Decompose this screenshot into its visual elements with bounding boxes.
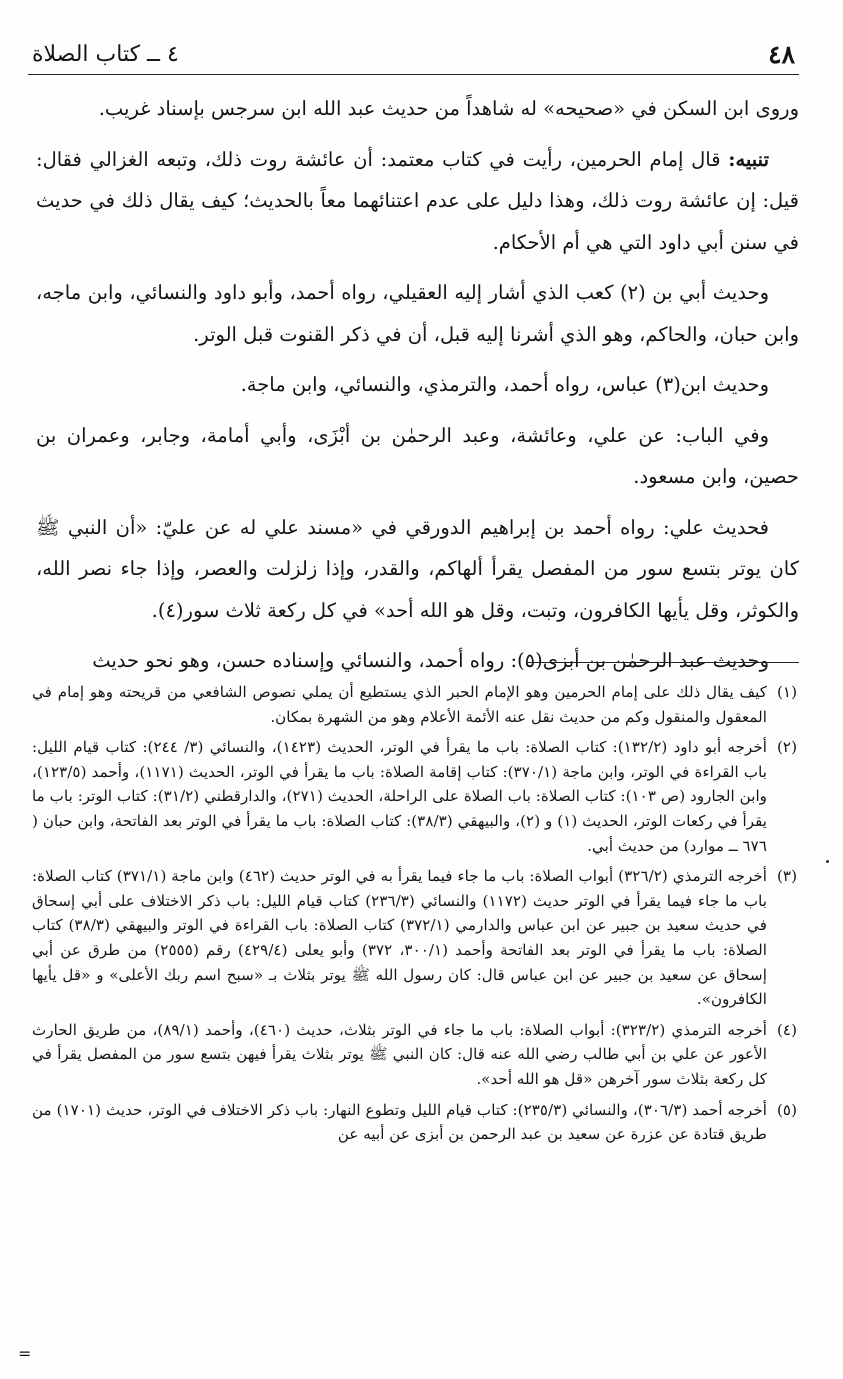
paragraph: فحديث علي: رواه أحمد بن إبراهيم الدورقي في «مسند علي له عن عليّ: «أن النبي ﷺ كان يوتر بتسع سور من المفصل يقرأ ألهاكم، والقدر، وإذا زلزلت والعصر، وإذا جاء نصر الله، والكوثر، وقل يأيها الكافرون، وتبت، وقل هو الله أحد» في كل ركعة ثلاث سور(٤). [36, 515, 799, 622]
footnote-text: أخرجه الترمذي (٣٢٦/٢) أبواب الصلاة: باب ما جاء فيما يقرأ به في الوتر حديث (٤٦٢) وابن ماجة (٣٧١/١) كتاب الصلاة: باب ما جاء فيما يقرأ في الوتر حديث (١١٧٢) والنسائي (٢٣٦/٣) كتاب قيام الليل: باب ذكر الاختلاف على أبي إسحاق في حديث سعيد بن جبير عن ابن عباس والدارمي (٣٧٢/١) كتاب الصلاة: باب القراءة في الوتر والبيهقي (٣٨/٣) كتاب الصلاة: باب ما يقرأ في الوتر بعد الفاتحة وأحمد (٣٠٠/١، ٣٧٢) وأبو يعلى (٤٢٩/٤) رقم (٢٥٥٥) من طرق عن أبي إسحاق عن سعيد بن جبير عن ابن عباس قال: كان رسول الله ﷺ يوتر بثلاث بـ «سبح اسم ربك الأعلى» و «قل يأيها الكافرون». [32, 867, 767, 1009]
footnote-number: (٢) [776, 738, 797, 757]
paragraph: وروى ابن السكن في «صحيحه» له شاهداً من حديث عبد الله ابن سرجس بإسناد غريب. [98, 97, 799, 120]
paragraph: وحديث ابن(٣) عباس، رواه أحمد، والترمذي، والنسائي، وابن ماجة. [240, 373, 769, 396]
footnote [32, 1018, 797, 1092]
footnote-text: أخرجه أحمد (٣٠٦/٣)، والنسائي (٢٣٥/٣): كتاب قيام الليل وتطوع النهار: باب ذكر الاختلاف في الوتر، حديث (١٧٠١) من طريق قتادة عن عزرة عن سعيد بن عبد الرحمن بن أبزى عن أبيه عن [32, 1100, 768, 1144]
main-text [36, 88, 799, 691]
footnotes [32, 680, 797, 1147]
running-header [28, 38, 799, 75]
footnote-number: (١) [776, 683, 797, 701]
footnote-text: كيف يقال ذلك على إمام الحرمين وهو الإمام الحبر الذي يستطيع أن يملي نصوص الشافعي من قريحته وهو إمام في المعقول والمنقول وكم من حديث نقل عنه الأئمة الأعلام وهو من الشهرة بمكان. [32, 683, 767, 726]
running-title: ٤ ــ كتاب الصلاة [32, 42, 179, 67]
continuation-mark: = [18, 1344, 32, 1363]
paragraph: وحديث عبد الرحمٰن بن أبزى(٥): رواه أحمد، والنسائي وإسناده حسن، وهو نحو حديث [92, 649, 769, 672]
footnote-text: أخرجه أبو داود (١٣٢/٢): كتاب الصلاة: باب ما يقرأ في الوتر، الحديث (١٤٢٣)، والنسائي (٣/ ٢٤٤): كتاب قيام الليل: باب القراءة في الوتر، وابن ماجة (٣٧٠/١): كتاب إقامة الصلاة: باب ما يقرأ في الوتر، الحديث (١١٧١)، وأحمد (١٢٣/٥)، وابن الجارود (ص ١٠٣): كتاب الصلاة: باب الصلاة على الراحلة، الحديث (٢٧١)، والدارقطني (٣١/٢): كتاب الوتر: باب ما يقرأ في ركعات الوتر، الحديث (١) و (٢)، والبيهقي (٣٨/٣): كتاب الصلاة: باب ما يقرأ في الوتر بعد الفاتحة، وابن حبان ( ٦٧٦ ــ موارد) من حديث أبي. [32, 738, 767, 855]
footnote [32, 1098, 797, 1147]
footnote [32, 735, 797, 858]
scan-speck [826, 860, 829, 863]
footnote-number: (٥) [776, 1100, 797, 1119]
paragraph: وفي الباب: عن علي، وعائشة، وعبد الرحمٰن بن أبْزَى، وأبي أمامة، وجابر، وعمران بن حصين، وابن مسعود. [36, 423, 799, 488]
paragraph: وحديث أبي بن (٢) كعب الذي أشار إليه العقيلي، رواه أحمد، وأبو داود والنسائي، وابن ماجه، وابن حبان، والحاكم، وهو الذي أشرنا إليه قبل، أن في ذكر القنوت قبل الوتر. [36, 281, 799, 346]
footnote-text: أخرجه الترمذي (٣٢٣/٢): أبواب الصلاة: باب ما جاء في الوتر بثلاث، حديث (٤٦٠)، وأحمد (٨٩/١)، من طريق الحارث الأعور عن علي بن أبي طالب رضي الله عنه قال: كان النبي ﷺ يوتر بثلاث يقرأ فيهن بتسع سور من المفصل يقرأ في كل ركعة بثلاث سور آخرهن «قل هو الله أحد». [32, 1020, 768, 1088]
footnote-separator [527, 662, 799, 663]
page-number: ٤٨ [768, 40, 795, 69]
footnote [32, 864, 797, 1012]
footnote-number: (٤) [776, 1020, 797, 1039]
footnote-number: (٣) [776, 867, 797, 886]
tanbih-label: تنبيه: [728, 147, 769, 171]
paragraph-tanbih: تنبيه: قال إمام الحرمين، رأيت في كتاب معتمد: أن عائشة روت ذلك، وتبعه الغزالي فقال: قيل: إن عائشة روت ذلك، وهذا دليل على عدم اعتنائهما معاً بالحديث؛ كيف يقال ذلك في حديث في سنن أبي داود التي هي أم الأحكام. [36, 147, 799, 254]
footnote [32, 680, 797, 729]
